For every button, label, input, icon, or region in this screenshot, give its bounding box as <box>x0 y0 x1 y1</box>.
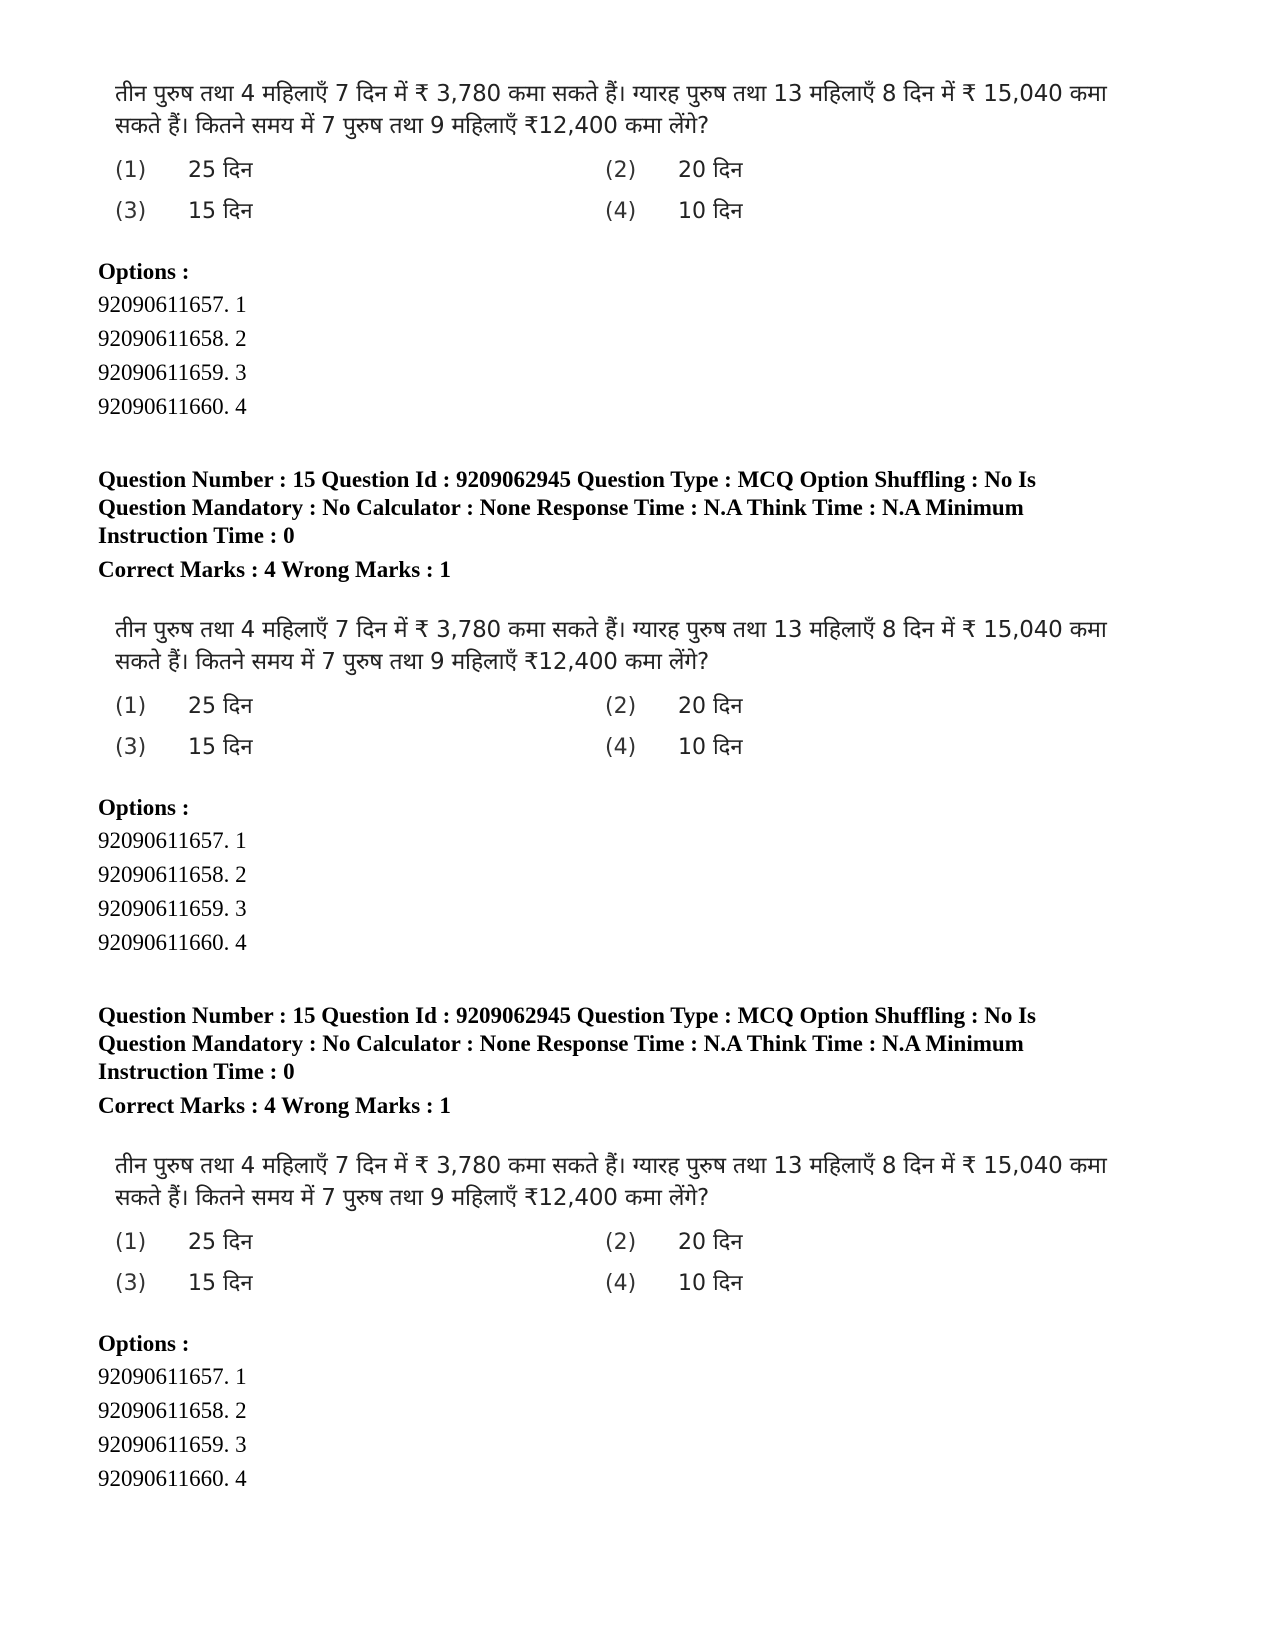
choice-number: (3) <box>115 1271 147 1296</box>
question-meta: Question Number : 15 Question Id : 9209062945 Question Type : MCQ Option Shuffling : No Is Question Mandatory : No Calculator : None Response Time : N.A Think Time : N.A Minimum Instruction Time : 0 <box>98 467 1037 548</box>
choice-2 <box>605 690 905 725</box>
choice-3 <box>115 731 605 766</box>
question-block-3 <box>98 1002 1188 1496</box>
choice-number: (4) <box>605 735 637 760</box>
question-text: तीन पुरुष तथा 4 महिलाएँ 7 दिन में ₹ 3,780 कमा सकते हैं। ग्यारह पुरुष तथा 13 महिलाएँ 8 दिन में ₹ 15,040 कमा सकते हैं। कितने समय में 7 पुरुष तथा 9 महिलाएँ ₹12,400 कमा लेंगे? <box>115 617 1107 675</box>
choice-number: (1) <box>115 1230 147 1255</box>
option-line: 92090611658. 2 <box>98 862 247 887</box>
choice-text: 20 दिन <box>678 1230 743 1255</box>
answer-choices <box>98 154 1188 230</box>
question-meta: Question Number : 15 Question Id : 9209062945 Question Type : MCQ Option Shuffling : No Is Question Mandatory : No Calculator : None Response Time : N.A Think Time : N.A Minimum Instruction Time : 0 <box>98 1003 1037 1084</box>
question-block-2 <box>98 466 1188 960</box>
option-line: 92090611658. 2 <box>98 1398 247 1423</box>
question-marks: Correct Marks : 4 Wrong Marks : 1 <box>98 557 451 582</box>
choice-4 <box>605 195 905 230</box>
choice-3 <box>115 195 605 230</box>
option-line: 92090611660. 4 <box>98 930 247 955</box>
question-text: तीन पुरुष तथा 4 महिलाएँ 7 दिन में ₹ 3,780 कमा सकते हैं। ग्यारह पुरुष तथा 13 महिलाएँ 8 दिन में ₹ 15,040 कमा सकते हैं। कितने समय में 7 पुरुष तथा 9 महिलाएँ ₹12,400 कमा लेंगे? <box>115 81 1107 139</box>
option-line: 92090611658. 2 <box>98 326 247 351</box>
option-line: 92090611657. 1 <box>98 828 247 853</box>
choice-number: (4) <box>605 1271 637 1296</box>
choice-2 <box>605 1226 905 1261</box>
option-line: 92090611660. 4 <box>98 394 247 419</box>
choice-text: 15 दिन <box>188 199 253 224</box>
choice-number: (2) <box>605 1230 637 1255</box>
choice-number: (2) <box>605 694 637 719</box>
choice-4 <box>605 731 905 766</box>
choice-2 <box>605 154 905 189</box>
choice-text: 10 दिन <box>678 735 743 760</box>
choice-number: (1) <box>115 158 147 183</box>
option-line: 92090611659. 3 <box>98 896 247 921</box>
document-page <box>98 78 1188 1496</box>
options-title: Options : <box>98 795 190 820</box>
option-line: 92090611659. 3 <box>98 360 247 385</box>
choice-1 <box>115 154 605 189</box>
options-title: Options : <box>98 1331 190 1356</box>
choice-text: 20 दिन <box>678 694 743 719</box>
answer-choices <box>98 1226 1188 1302</box>
choice-text: 15 दिन <box>188 1271 253 1296</box>
choice-number: (3) <box>115 199 147 224</box>
choice-1 <box>115 690 605 725</box>
choice-text: 25 दिन <box>188 158 253 183</box>
option-line: 92090611659. 3 <box>98 1432 247 1457</box>
choice-1 <box>115 1226 605 1261</box>
choice-text: 25 दिन <box>188 1230 253 1255</box>
choice-number: (4) <box>605 199 637 224</box>
option-line: 92090611657. 1 <box>98 292 247 317</box>
answer-choices <box>98 690 1188 766</box>
option-line: 92090611657. 1 <box>98 1364 247 1389</box>
choice-text: 10 दिन <box>678 199 743 224</box>
choice-number: (1) <box>115 694 147 719</box>
choice-text: 20 दिन <box>678 158 743 183</box>
question-block-1 <box>98 78 1188 424</box>
question-marks: Correct Marks : 4 Wrong Marks : 1 <box>98 1093 451 1118</box>
choice-text: 15 दिन <box>188 735 253 760</box>
choice-number: (3) <box>115 735 147 760</box>
choice-text: 10 दिन <box>678 1271 743 1296</box>
choice-4 <box>605 1267 905 1302</box>
question-text: तीन पुरुष तथा 4 महिलाएँ 7 दिन में ₹ 3,780 कमा सकते हैं। ग्यारह पुरुष तथा 13 महिलाएँ 8 दिन में ₹ 15,040 कमा सकते हैं। कितने समय में 7 पुरुष तथा 9 महिलाएँ ₹12,400 कमा लेंगे? <box>115 1153 1107 1211</box>
option-line: 92090611660. 4 <box>98 1466 247 1491</box>
choice-3 <box>115 1267 605 1302</box>
options-title: Options : <box>98 259 190 284</box>
choice-number: (2) <box>605 158 637 183</box>
choice-text: 25 दिन <box>188 694 253 719</box>
